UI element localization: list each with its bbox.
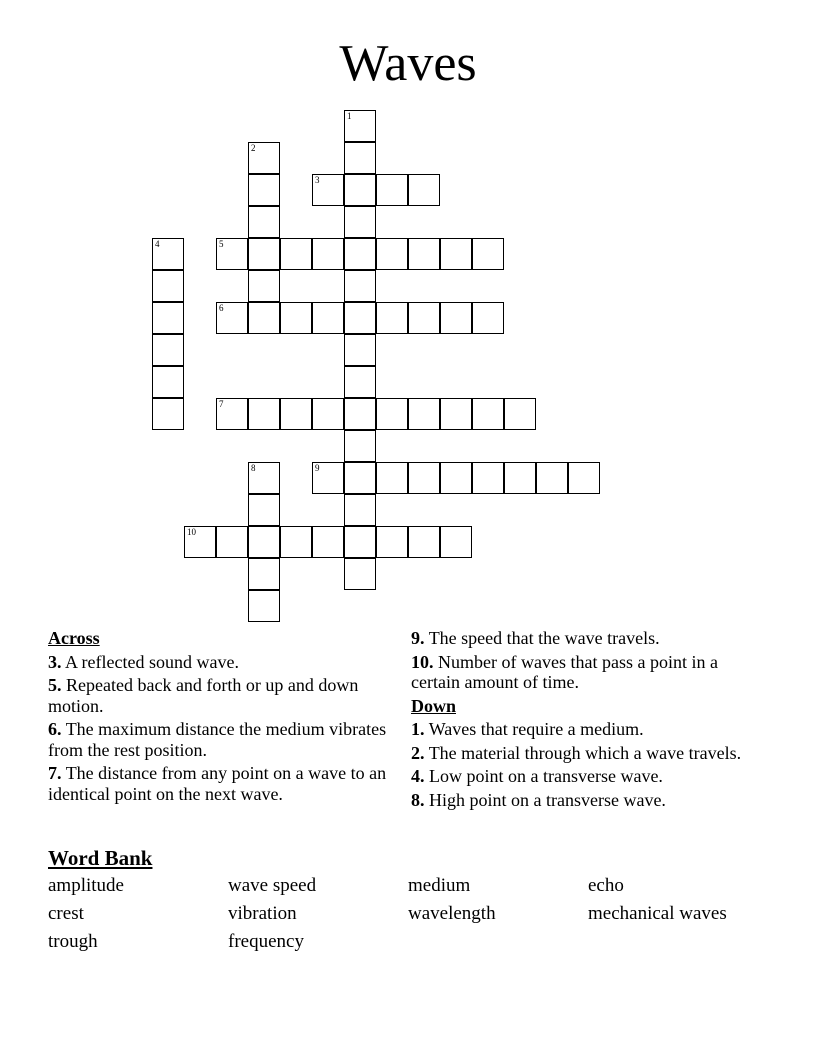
grid-cell[interactable] (472, 398, 504, 430)
grid-cell[interactable] (344, 430, 376, 462)
grid-cell[interactable] (248, 302, 280, 334)
cell-number: 2 (251, 143, 256, 153)
grid-cell[interactable] (248, 398, 280, 430)
cell-number: 10 (187, 527, 196, 537)
clue-number: 5. (48, 675, 62, 695)
clue-text: Repeated back and forth or up and down motion. (48, 675, 359, 716)
clue-across-9 (411, 628, 751, 649)
grid-cell[interactable] (472, 238, 504, 270)
grid-cell[interactable] (504, 398, 536, 430)
cell-number: 5 (219, 239, 224, 249)
grid-cell[interactable] (152, 366, 184, 398)
grid-cell[interactable] (376, 238, 408, 270)
word-bank-item: wave speed (228, 875, 317, 896)
grid-cell[interactable] (312, 174, 344, 206)
clue-number: 9. (411, 628, 425, 648)
grid-cell[interactable] (248, 142, 280, 174)
grid-cell[interactable] (344, 238, 376, 270)
grid-cell[interactable] (280, 526, 312, 558)
clue-text: The material through which a wave travels. (428, 742, 742, 763)
grid-cell[interactable] (152, 398, 184, 430)
clue-number: 8. (411, 789, 425, 810)
grid-cell[interactable] (344, 270, 376, 302)
grid-cell[interactable] (376, 462, 408, 494)
page-title: Waves (339, 35, 477, 92)
grid-cell[interactable] (248, 494, 280, 526)
grid-cell[interactable] (440, 526, 472, 558)
grid-cell[interactable] (184, 526, 216, 558)
clue-text: A reflected sound wave. (65, 651, 239, 672)
grid-cell[interactable] (376, 302, 408, 334)
clue-down-1 (411, 719, 751, 740)
grid-cell[interactable] (248, 558, 280, 590)
clue-text: The speed that the wave travels. (428, 628, 660, 648)
grid-cell[interactable] (504, 462, 536, 494)
grid-cell[interactable] (344, 366, 376, 398)
grid-cell[interactable] (248, 462, 280, 494)
grid-cell[interactable] (440, 398, 472, 430)
cell-number: 7 (219, 399, 224, 409)
grid-cell[interactable] (344, 110, 376, 142)
grid-cell[interactable] (248, 590, 280, 622)
clue-across-5 (48, 675, 388, 716)
clue-number: 4. (411, 766, 425, 786)
word-bank-item: frequency (228, 931, 304, 952)
grid-cell[interactable] (152, 270, 184, 302)
clue-number: 2. (411, 742, 425, 763)
clue-number: 10. (411, 651, 434, 672)
clue-number: 1. (411, 719, 425, 739)
clue-number: 6. (48, 719, 62, 739)
across-header: Across (48, 628, 100, 648)
grid-cell[interactable] (280, 238, 312, 270)
grid-cell[interactable] (344, 302, 376, 334)
grid-cell[interactable] (440, 462, 472, 494)
grid-cell[interactable] (344, 558, 376, 590)
clue-text: Number of waves that pass a point in a certain amount of time. (411, 651, 718, 692)
grid-cell[interactable] (344, 334, 376, 366)
grid-cell[interactable] (248, 238, 280, 270)
word-bank-item: crest (48, 903, 84, 924)
clue-text: The distance from any point on a wave to an identical point on the next wave. (48, 763, 387, 804)
grid-cell[interactable] (312, 462, 344, 494)
grid-cell[interactable] (344, 142, 376, 174)
clue-text: The maximum distance the medium vibrates from the rest position. (48, 719, 387, 760)
grid-cell[interactable] (440, 238, 472, 270)
clue-down-4 (411, 766, 751, 787)
grid-cell[interactable] (152, 302, 184, 334)
grid-cell[interactable] (344, 398, 376, 430)
grid-cell[interactable] (216, 398, 248, 430)
clue-down-2 (411, 743, 751, 764)
grid-cell[interactable] (344, 462, 376, 494)
word-bank-item: medium (408, 875, 471, 896)
grid-cell[interactable] (280, 398, 312, 430)
word-bank-item: mechanical waves (588, 903, 727, 924)
grid-cell[interactable] (216, 302, 248, 334)
grid-cell[interactable] (248, 526, 280, 558)
grid-cell[interactable] (216, 238, 248, 270)
grid-cell[interactable] (344, 494, 376, 526)
word-bank-item: amplitude (48, 875, 124, 896)
grid-cell[interactable] (216, 526, 248, 558)
grid-cell[interactable] (152, 334, 184, 366)
word-bank-item: echo (588, 875, 624, 896)
cell-number: 4 (155, 239, 160, 249)
clue-down-8 (411, 790, 751, 811)
grid-cell[interactable] (248, 270, 280, 302)
grid-cell[interactable] (280, 302, 312, 334)
grid-cell[interactable] (248, 206, 280, 238)
clue-across-10 (411, 652, 751, 693)
clue-text: Waves that require a medium. (428, 719, 644, 739)
grid-cell[interactable] (312, 302, 344, 334)
clue-number: 7. (48, 763, 62, 783)
grid-cell[interactable] (376, 398, 408, 430)
grid-cell[interactable] (344, 526, 376, 558)
grid-cell[interactable] (312, 238, 344, 270)
clue-across-7 (48, 763, 388, 804)
grid-cell[interactable] (152, 238, 184, 270)
grid-cell[interactable] (568, 462, 600, 494)
cell-number: 8 (251, 463, 256, 473)
grid-cell[interactable] (344, 174, 376, 206)
clues-right-column (411, 628, 751, 813)
clue-text: Low point on a transverse wave. (429, 766, 663, 786)
grid-cell[interactable] (408, 174, 440, 206)
grid-cell[interactable] (248, 174, 280, 206)
clues-left-column (48, 628, 388, 807)
cell-number: 3 (315, 175, 320, 185)
grid-cell[interactable] (312, 398, 344, 430)
grid-cell[interactable] (312, 526, 344, 558)
grid-cell[interactable] (376, 174, 408, 206)
clue-number: 3. (48, 651, 62, 672)
grid-cell[interactable] (440, 302, 472, 334)
grid-cell[interactable] (408, 238, 440, 270)
grid-cell[interactable] (472, 302, 504, 334)
grid-cell[interactable] (408, 526, 440, 558)
word-bank-item: wavelength (408, 903, 496, 924)
down-header: Down (411, 695, 457, 716)
grid-cell[interactable] (408, 302, 440, 334)
cell-number: 9 (315, 463, 320, 473)
grid-cell[interactable] (408, 462, 440, 494)
clue-text: High point on a transverse wave. (429, 789, 666, 810)
word-bank-item: trough (48, 931, 98, 952)
clue-across-6 (48, 719, 388, 760)
grid-cell[interactable] (536, 462, 568, 494)
cell-number: 6 (219, 303, 224, 313)
grid-cell[interactable] (408, 398, 440, 430)
grid-cell[interactable] (472, 462, 504, 494)
grid-cell[interactable] (344, 206, 376, 238)
word-bank-item: vibration (228, 903, 297, 924)
clue-across-3 (48, 652, 388, 673)
grid-cell[interactable] (376, 526, 408, 558)
cell-number: 1 (347, 111, 352, 121)
word-bank-title: Word Bank (48, 846, 153, 870)
